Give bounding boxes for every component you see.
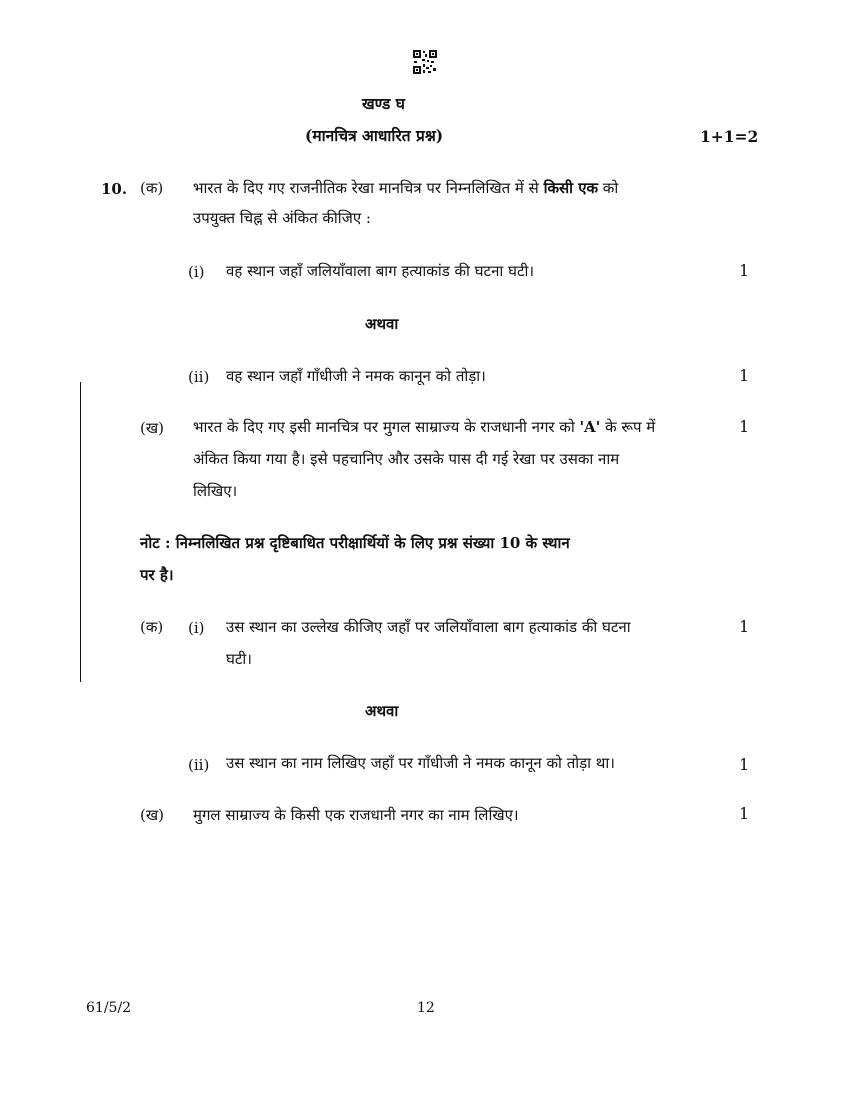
qr-code — [413, 50, 437, 74]
part-a-text-line-1 — [193, 178, 618, 198]
vi-part-b-text: मुगल साम्राज्य के किसी एक राजधानी नगर का नाम लिखिए। — [193, 806, 519, 824]
section-subtitle: (मानचित्र आधारित प्रश्न) — [305, 126, 444, 145]
vi-sub-i-text-line-1: उस स्थान का उल्लेख कीजिए जहाँ पर जलियाँवाला बाग हत्याकांड की घटना — [226, 618, 631, 636]
part-b-text-bold: 'A' — [579, 418, 601, 436]
sub-i-text: वह स्थान जहाँ जलियाँवाला बाग हत्याकांड की घटना घटी। — [226, 262, 535, 280]
sub-ii-label: (ii) — [188, 368, 210, 386]
vi-sub-ii-text: उस स्थान का नाम लिखिए जहाँ पर गाँधीजी ने नमक कानून को तोड़ा था। — [226, 754, 615, 772]
section-marks: 1+1=2 — [700, 127, 759, 146]
vi-sub-i-text-line-2: घटी। — [226, 650, 252, 668]
vi-part-a-label: (क) — [140, 618, 164, 636]
part-b-text-line-2: अंकित किया गया है। इसे पहचानिए और उसके पास दी गई रेखा पर उसका नाम — [193, 450, 620, 468]
part-a-text-bold: किसी एक — [543, 179, 599, 197]
sub-ii-marks: 1 — [739, 366, 750, 385]
margin-line — [80, 382, 81, 682]
vi-part-b-label: (ख) — [140, 806, 164, 824]
or-separator: अथवा — [365, 315, 399, 333]
sub-ii-text: वह स्थान जहाँ गाँधीजी ने नमक कानून को तोड़ा। — [226, 367, 486, 385]
vi-sub-ii-label: (ii) — [188, 756, 210, 774]
part-a-text-pre: भारत के दिए गए राजनीतिक रेखा मानचित्र पर निम्नलिखित में से — [193, 179, 544, 197]
page-number: 12 — [417, 1000, 435, 1016]
note-line-2: पर है। — [140, 566, 174, 584]
vi-part-b-marks: 1 — [739, 804, 750, 823]
or-separator-2: अथवा — [365, 702, 399, 720]
vi-sub-i-marks: 1 — [739, 617, 750, 636]
section-title: खण्ड घ — [362, 94, 405, 113]
part-b-marks: 1 — [739, 417, 750, 436]
sub-i-marks: 1 — [739, 261, 750, 280]
part-b-label: (ख) — [140, 419, 164, 437]
part-b-text-line-3: लिखिए। — [193, 482, 238, 500]
question-number: 10. — [101, 180, 128, 198]
part-a-text-line-2: उपयुक्त चिह्न से अंकित कीजिए : — [193, 209, 371, 227]
vi-sub-i-label: (i) — [188, 619, 205, 637]
part-b-text-post: के रूप में — [600, 418, 656, 436]
note-line-1: नोट : निम्नलिखित प्रश्न दृष्टिबाधित परीक्षार्थियों के लिए प्रश्न संख्या 10 के स्थान — [140, 534, 570, 552]
part-a-label: (क) — [140, 179, 164, 197]
part-b-text-pre: भारत के दिए गए इसी मानचित्र पर मुगल साम्राज्य के राजधानी नगर को — [193, 418, 580, 436]
sub-i-label: (i) — [188, 263, 205, 281]
part-b-text-line-1 — [193, 417, 655, 437]
paper-code: 61/5/2 — [86, 1000, 132, 1016]
vi-sub-ii-marks: 1 — [739, 755, 750, 774]
part-a-text-post: को — [598, 179, 619, 197]
